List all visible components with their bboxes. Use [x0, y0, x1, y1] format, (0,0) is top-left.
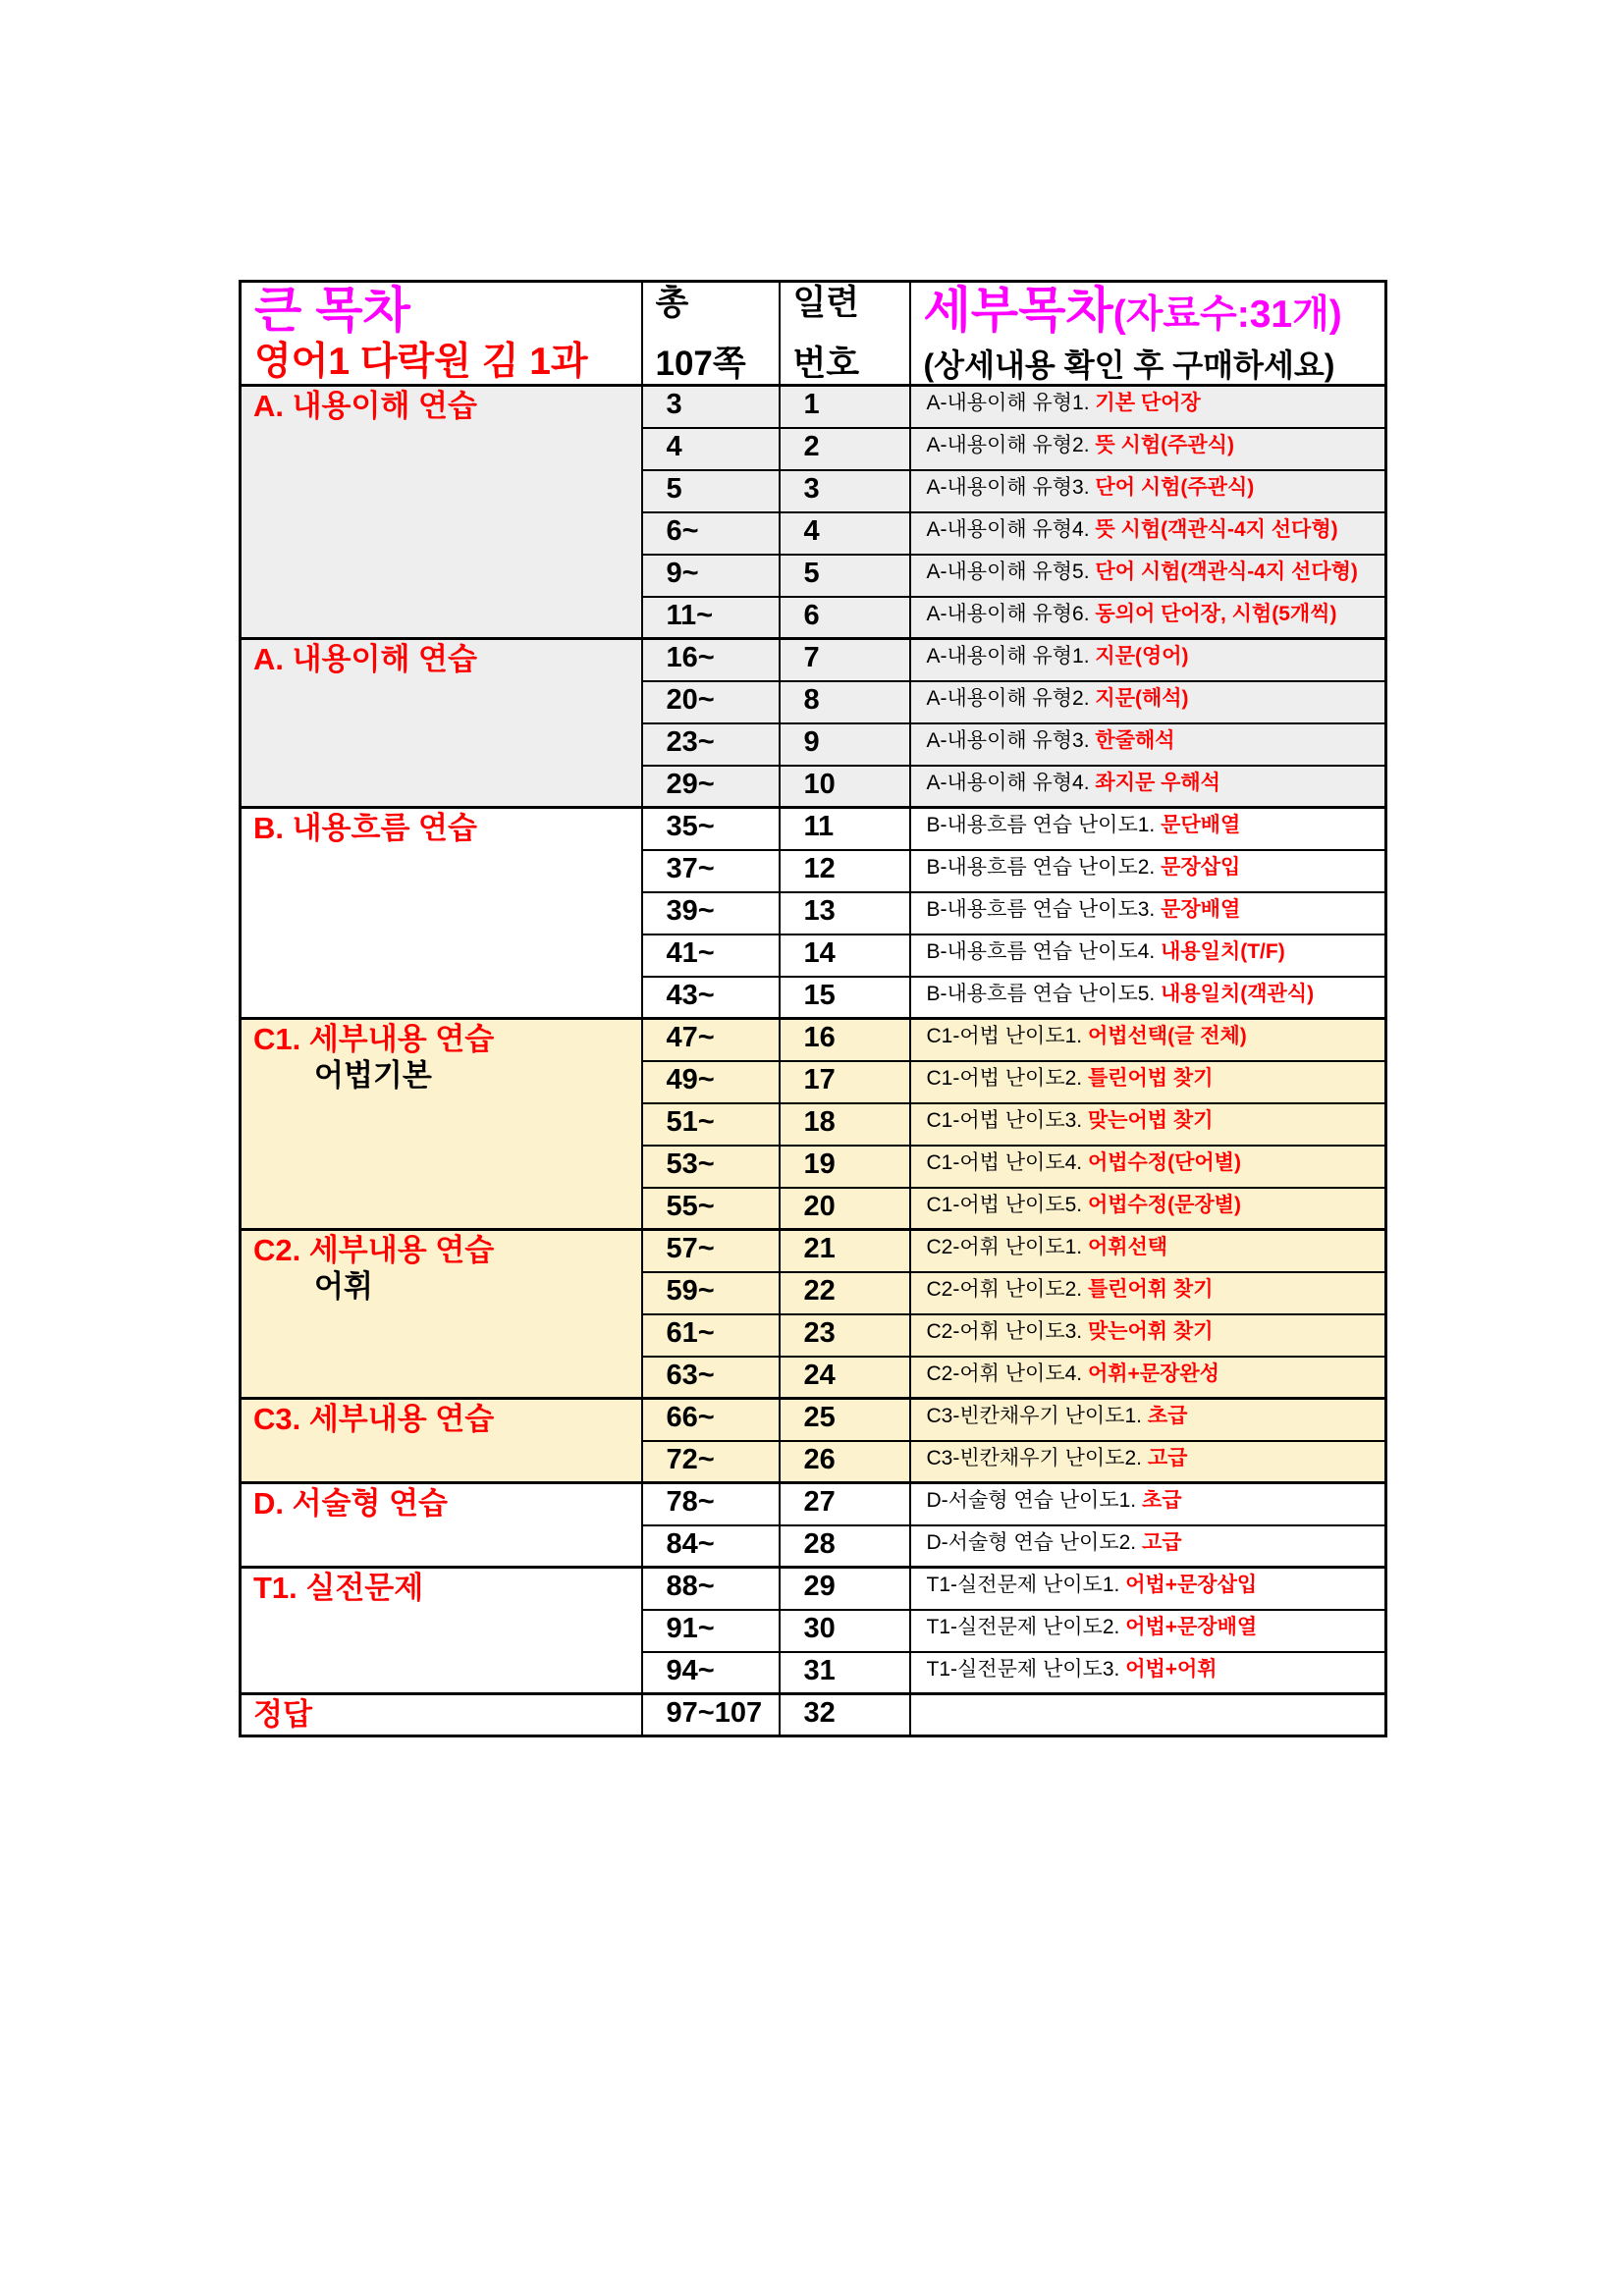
serial-number-cell: 32 [780, 1694, 910, 1736]
section-subtitle: 어휘 [314, 1268, 373, 1304]
detail-highlight: 지문(영어) [1095, 645, 1189, 667]
pages-cell: 55~ [642, 1188, 780, 1230]
pages-cell: 29~ [642, 766, 780, 808]
detail-prefix: B-내용흐름 연습 난이도4. [926, 939, 1162, 963]
serial-number-cell: 29 [780, 1568, 910, 1610]
detail-highlight: 기본 단어장 [1095, 392, 1201, 414]
section-title-cell [241, 1568, 642, 1694]
detail-cell [910, 386, 1386, 428]
pages-cell: 59~ [642, 1272, 780, 1314]
pages-cell: 66~ [642, 1399, 780, 1441]
serial-number-cell: 22 [780, 1272, 910, 1314]
detail-highlight: 어휘선택 [1087, 1236, 1168, 1258]
detail-highlight: 고급 [1147, 1446, 1188, 1469]
detail-cell [910, 1019, 1386, 1061]
serial-number-cell: 16 [780, 1019, 910, 1061]
table-row [241, 1483, 1386, 1525]
serial-number-cell: 10 [780, 766, 910, 808]
detail-prefix: A-내용이해 유형1. [926, 645, 1096, 667]
pages-cell: 41~ [642, 934, 780, 977]
serial-number-cell: 9 [780, 723, 910, 766]
pages-cell: 61~ [642, 1314, 780, 1357]
detail-prefix: D-서술형 연습 난이도1. [926, 1489, 1142, 1512]
detail-highlight: 내용일치(T/F) [1161, 939, 1285, 963]
pages-cell: 97~107 [642, 1694, 780, 1736]
toc-table-body [241, 386, 1386, 1736]
detail-prefix: A-내용이해 유형5. [926, 560, 1096, 583]
detail-highlight: 단어 시험(주관식) [1095, 475, 1255, 499]
header-cell-serial-no [780, 282, 910, 386]
header-row [241, 282, 1386, 386]
serial-number-cell: 26 [780, 1441, 910, 1483]
serial-number-cell: 21 [780, 1230, 910, 1272]
detail-cell [910, 597, 1386, 639]
detail-highlight: 문단배열 [1161, 814, 1241, 836]
section-title-cell [241, 639, 642, 808]
pages-cell: 47~ [642, 1019, 780, 1061]
pages-cell: 4 [642, 428, 780, 470]
serial-number-cell: 18 [780, 1103, 910, 1146]
detail-cell [910, 1061, 1386, 1103]
detail-prefix: C2-어휘 난이도4. [926, 1362, 1088, 1385]
detail-prefix: C3-빈칸채우기 난이도2. [926, 1446, 1148, 1469]
toc-table [239, 280, 1387, 1737]
serial-number-cell: 12 [780, 850, 910, 892]
serial-number-cell: 3 [780, 470, 910, 512]
serial-number-cell: 30 [780, 1610, 910, 1652]
pages-cell: 20~ [642, 681, 780, 723]
detail-highlight: 어법+문장배열 [1125, 1615, 1258, 1638]
detail-highlight: 틀린어휘 찾기 [1087, 1277, 1214, 1301]
detail-cell [910, 1146, 1386, 1188]
pages-cell: 49~ [642, 1061, 780, 1103]
pages-cell: 23~ [642, 723, 780, 766]
detail-cell [910, 512, 1386, 555]
pages-cell: 53~ [642, 1146, 780, 1188]
detail-highlight: 내용일치(객관식) [1161, 982, 1315, 1005]
section-title-cell [241, 808, 642, 1019]
detail-prefix: A-내용이해 유형4. [926, 517, 1096, 541]
serial-label-line1: 일련 [792, 284, 860, 322]
detail-cell [910, 977, 1386, 1019]
detail-prefix: A-내용이해 유형6. [926, 602, 1096, 625]
serial-number-cell: 6 [780, 597, 910, 639]
detail-prefix: C1-어법 난이도3. [926, 1108, 1088, 1132]
header-cell-big-toc [241, 282, 642, 386]
detail-highlight: 틀린어법 찾기 [1087, 1066, 1214, 1090]
detail-prefix: B-내용흐름 연습 난이도5. [926, 982, 1162, 1005]
serial-label-line2: 번호 [792, 345, 860, 383]
detail-toc-title: 세부목차 [923, 283, 1113, 338]
detail-cell [910, 1314, 1386, 1357]
serial-number-cell: 7 [780, 639, 910, 681]
pages-cell: 94~ [642, 1652, 780, 1694]
section-title-cell [241, 386, 642, 639]
pages-cell: 78~ [642, 1483, 780, 1525]
detail-highlight: 뜻 시험(객관식-4지 선다형) [1095, 517, 1338, 541]
section-title: T1. 실전문제 [253, 1571, 424, 1605]
section-title: C2. 세부내용 연습 [253, 1233, 495, 1267]
section-title: C1. 세부내용 연습 [253, 1022, 495, 1056]
serial-number-cell: 19 [780, 1146, 910, 1188]
table-row [241, 808, 1386, 850]
detail-cell [910, 1483, 1386, 1525]
detail-toc-subtitle: (상세내용 확인 후 구매하세요) [923, 347, 1335, 383]
total-label: 총 [655, 284, 689, 322]
detail-cell [910, 428, 1386, 470]
pages-cell: 9~ [642, 555, 780, 597]
serial-number-cell: 20 [780, 1188, 910, 1230]
detail-prefix: B-내용흐름 연습 난이도1. [926, 814, 1162, 836]
detail-prefix: B-내용흐름 연습 난이도2. [926, 855, 1162, 879]
pages-cell: 88~ [642, 1568, 780, 1610]
pages-cell: 43~ [642, 977, 780, 1019]
table-row [241, 1694, 1386, 1736]
detail-cell [910, 808, 1386, 850]
detail-prefix: A-내용이해 유형3. [926, 475, 1096, 499]
section-title-cell [241, 1694, 642, 1736]
detail-toc-title-line [923, 283, 1380, 338]
section-title-cell [241, 1483, 642, 1568]
detail-cell [910, 1610, 1386, 1652]
detail-cell [910, 766, 1386, 808]
detail-prefix: C2-어휘 난이도3. [926, 1319, 1088, 1343]
table-row [241, 1399, 1386, 1441]
detail-prefix: C1-어법 난이도4. [926, 1150, 1088, 1174]
detail-prefix: T1-실전문제 난이도3. [926, 1657, 1126, 1681]
serial-number-cell: 17 [780, 1061, 910, 1103]
detail-prefix: C2-어휘 난이도1. [926, 1236, 1088, 1258]
detail-toc-count: (자료수:31개) [1112, 294, 1342, 336]
detail-prefix: D-서술형 연습 난이도2. [926, 1530, 1142, 1554]
detail-cell [910, 934, 1386, 977]
serial-number-cell: 4 [780, 512, 910, 555]
section-title: C3. 세부내용 연습 [253, 1402, 495, 1436]
detail-highlight: 어휘+문장완성 [1087, 1362, 1219, 1385]
detail-highlight: 초급 [1141, 1489, 1182, 1512]
detail-highlight: 문장삽입 [1161, 855, 1241, 879]
pages-cell: 37~ [642, 850, 780, 892]
serial-number-cell: 14 [780, 934, 910, 977]
big-toc-subtitle: 영어1 다락원 김 1과 [254, 341, 588, 383]
detail-prefix: C3-빈칸채우기 난이도1. [926, 1405, 1148, 1427]
header-cell-detail-toc [910, 282, 1386, 386]
detail-highlight: 문장배열 [1161, 897, 1241, 921]
detail-prefix: A-내용이해 유형3. [926, 728, 1096, 752]
detail-cell [910, 1230, 1386, 1272]
table-row [241, 386, 1386, 428]
pages-cell: 63~ [642, 1357, 780, 1399]
serial-number-cell: 24 [780, 1357, 910, 1399]
detail-cell [910, 1568, 1386, 1610]
detail-prefix: A-내용이해 유형4. [926, 771, 1096, 794]
detail-highlight: 좌지문 우해석 [1095, 771, 1220, 794]
section-title-cell [241, 1230, 642, 1399]
serial-number-cell: 2 [780, 428, 910, 470]
detail-highlight: 뜻 시험(주관식) [1095, 433, 1234, 456]
pages-cell: 6~ [642, 512, 780, 555]
detail-highlight: 지문(해석) [1095, 686, 1189, 710]
pages-cell: 5 [642, 470, 780, 512]
pages-cell: 39~ [642, 892, 780, 934]
detail-prefix: C1-어법 난이도2. [926, 1066, 1088, 1090]
toc-table-header [241, 282, 1386, 386]
detail-cell [910, 1103, 1386, 1146]
header-cell-total-pages [642, 282, 780, 386]
serial-number-cell: 31 [780, 1652, 910, 1694]
detail-highlight: 맞는어법 찾기 [1087, 1108, 1214, 1132]
section-title-cell [241, 1019, 642, 1230]
section-subtitle: 어법기본 [314, 1057, 432, 1093]
serial-number-cell: 8 [780, 681, 910, 723]
pages-cell: 91~ [642, 1610, 780, 1652]
serial-number-cell: 28 [780, 1525, 910, 1568]
detail-cell [910, 1525, 1386, 1568]
table-row [241, 1230, 1386, 1272]
detail-prefix: C1-어법 난이도5. [926, 1193, 1088, 1216]
pages-cell: 84~ [642, 1525, 780, 1568]
serial-number-cell: 15 [780, 977, 910, 1019]
total-pages-value: 107쪽 [655, 345, 746, 383]
detail-cell [910, 1399, 1386, 1441]
section-title: D. 서술형 연습 [253, 1486, 448, 1521]
serial-number-cell: 23 [780, 1314, 910, 1357]
detail-prefix: A-내용이해 유형1. [926, 392, 1096, 414]
detail-prefix: A-내용이해 유형2. [926, 686, 1096, 710]
pages-cell: 11~ [642, 597, 780, 639]
detail-cell [910, 723, 1386, 766]
detail-highlight: 한줄해석 [1095, 728, 1175, 752]
detail-cell [910, 470, 1386, 512]
detail-highlight: 어법+어휘 [1125, 1657, 1218, 1681]
detail-cell [910, 1441, 1386, 1483]
detail-highlight: 어법+문장삽입 [1125, 1574, 1258, 1596]
detail-cell [910, 555, 1386, 597]
detail-cell [910, 1272, 1386, 1314]
detail-highlight: 어법수정(단어별) [1087, 1150, 1241, 1174]
detail-cell [910, 850, 1386, 892]
detail-prefix: C1-어법 난이도1. [926, 1025, 1088, 1047]
detail-cell [910, 1357, 1386, 1399]
detail-cell [910, 1188, 1386, 1230]
section-title: 정답 [253, 1697, 312, 1732]
detail-highlight: 동의어 단어장, 시험(5개씩) [1095, 602, 1337, 625]
detail-highlight: 어법수정(문장별) [1087, 1193, 1241, 1216]
serial-number-cell: 27 [780, 1483, 910, 1525]
pages-cell: 57~ [642, 1230, 780, 1272]
detail-highlight: 어법선택(글 전체) [1087, 1025, 1247, 1047]
detail-cell [910, 1652, 1386, 1694]
detail-highlight: 맞는어휘 찾기 [1087, 1319, 1214, 1343]
detail-cell [910, 639, 1386, 681]
pages-cell: 51~ [642, 1103, 780, 1146]
detail-prefix: T1-실전문제 난이도2. [926, 1615, 1126, 1638]
detail-cell [910, 681, 1386, 723]
pages-cell: 16~ [642, 639, 780, 681]
detail-highlight: 단어 시험(객관식-4지 선다형) [1095, 560, 1358, 583]
section-title: A. 내용이해 연습 [253, 389, 477, 423]
detail-cell [910, 1694, 1386, 1736]
detail-prefix: C2-어휘 난이도2. [926, 1277, 1088, 1301]
detail-prefix: A-내용이해 유형2. [926, 433, 1096, 456]
serial-number-cell: 1 [780, 386, 910, 428]
serial-number-cell: 25 [780, 1399, 910, 1441]
big-toc-title: 큰 목차 [254, 283, 410, 338]
pages-cell: 35~ [642, 808, 780, 850]
detail-highlight: 고급 [1141, 1530, 1182, 1554]
pages-cell: 72~ [642, 1441, 780, 1483]
detail-prefix: B-내용흐름 연습 난이도3. [926, 897, 1162, 921]
section-title-cell [241, 1399, 642, 1483]
pages-cell: 3 [642, 386, 780, 428]
detail-highlight: 초급 [1147, 1405, 1188, 1427]
section-title: A. 내용이해 연습 [253, 642, 477, 676]
serial-number-cell: 13 [780, 892, 910, 934]
detail-cell [910, 892, 1386, 934]
serial-number-cell: 5 [780, 555, 910, 597]
section-title: B. 내용흐름 연습 [253, 811, 477, 845]
serial-number-cell: 11 [780, 808, 910, 850]
detail-prefix: T1-실전문제 난이도1. [926, 1574, 1126, 1596]
table-row [241, 639, 1386, 681]
table-row [241, 1019, 1386, 1061]
table-row [241, 1568, 1386, 1610]
